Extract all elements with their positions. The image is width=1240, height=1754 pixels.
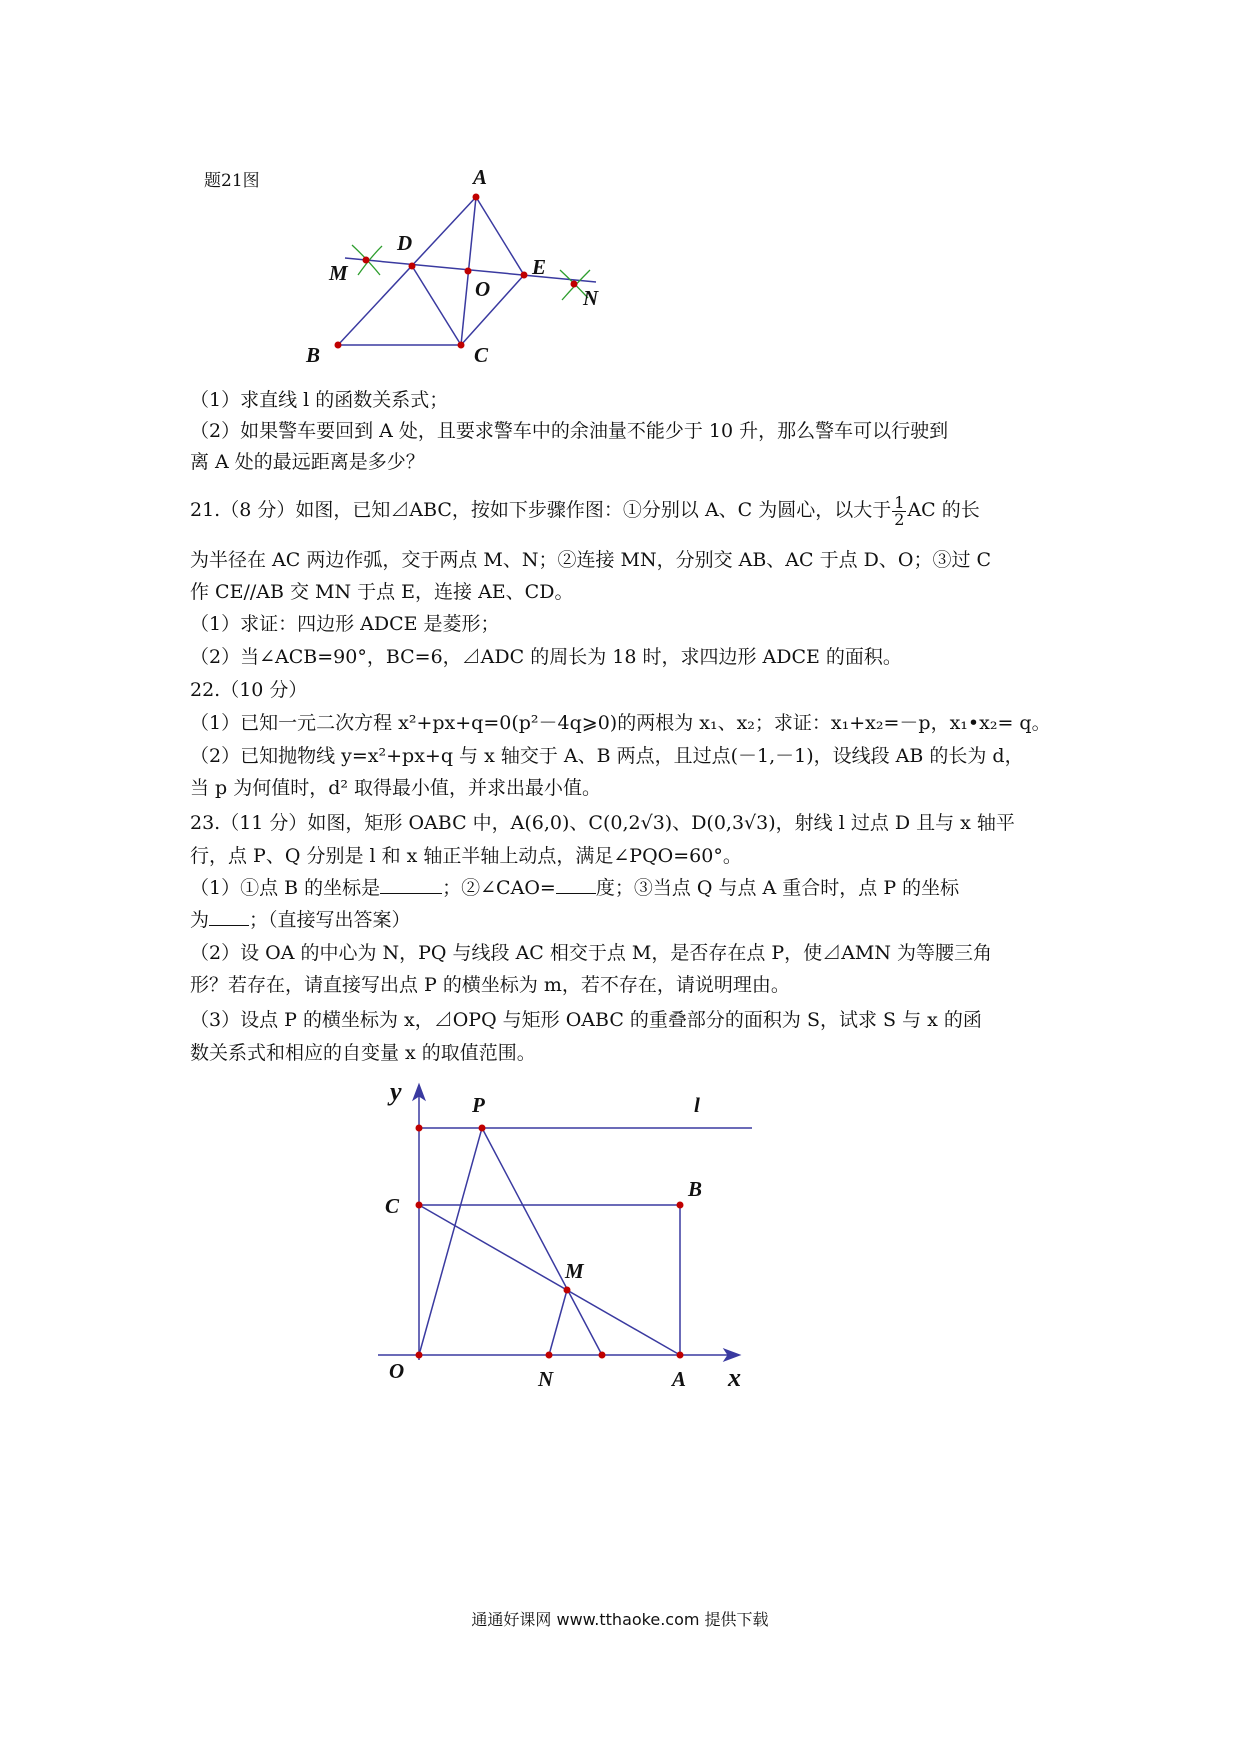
fig23-label-m: M — [565, 1259, 584, 1283]
q22-part2-line2: 当 p 为何值时，d² 取得最小值，并求出最小值。 — [190, 777, 602, 799]
fig23-label-b: B — [688, 1177, 703, 1201]
fig23-label-y: y — [390, 1077, 402, 1106]
q23-part1-line1 — [190, 872, 1070, 904]
q20-part2-line2: 离 A 处的最远距离是多少？ — [190, 451, 425, 473]
q21-part1: （1）求证：四边形 ADCE 是菱形； — [190, 613, 500, 635]
q22-part2-line1: （2）已知抛物线 y=x²+px+q 与 x 轴交于 A、B 两点，且过点(－1,－1)，设线段 AB 的长为 d， — [190, 745, 1024, 767]
fig21-point-e — [521, 272, 528, 279]
fig23-point-q — [599, 1352, 606, 1359]
fig23-label-p: P — [472, 1093, 485, 1117]
fig21-label-n: N — [583, 286, 599, 310]
fig21-point-m — [363, 257, 370, 264]
fig23-point-n — [546, 1352, 553, 1359]
fig21-point-a — [473, 194, 480, 201]
segment-pq — [482, 1128, 602, 1355]
segment-ca — [419, 1205, 680, 1355]
fig23-label-o: O — [389, 1359, 405, 1383]
fig23-label-a: A — [672, 1367, 687, 1391]
fig21-label-b: B — [306, 343, 321, 367]
q23-part1-text-b: ；②∠CAO= — [442, 877, 556, 899]
fraction-one-half — [892, 492, 906, 529]
fig21-point-d — [409, 263, 416, 270]
page-footer: 通通好课网 www.tthaoke.com 提供下载 — [471, 1610, 769, 1629]
q22-part1: （1）已知一元二次方程 x²+px+q=0(p²－4q⩾0)的两根为 x₁、x₂；求证：x₁+x₂=－p，x₁•x₂= q。 — [190, 712, 1051, 734]
fig23-point-c — [416, 1202, 423, 1209]
q23-part1-line2 — [190, 904, 1070, 936]
fig21-label-a: A — [473, 165, 488, 189]
fig23-point-p — [479, 1125, 486, 1132]
q22-heading: 22.（10 分） — [190, 679, 308, 701]
q21-line1 — [190, 494, 1070, 528]
q21-line3: 作 CE//AB 交 MN 于点 E，连接 AE、CD。 — [190, 581, 574, 603]
q23-part1-text-d: 为 — [190, 909, 210, 931]
fig21-point-b — [335, 342, 342, 349]
answer-blank-p — [209, 907, 249, 926]
fraction-numerator: 1 — [894, 492, 905, 512]
segment-op — [419, 1128, 482, 1355]
q20-part1: （1）求直线 l 的函数关系式； — [190, 389, 449, 411]
fig23-point-m — [564, 1287, 571, 1294]
fig21-point-o — [465, 268, 472, 275]
fig21-side-ce — [461, 275, 524, 345]
q21-part2: （2）当∠ACB=90°，BC=6，⊿ADC 的周长为 18 时，求四边形 ADCE 的面积。 — [190, 646, 902, 668]
fig21-label-c: C — [474, 343, 489, 367]
q23-part2-line1: （2）设 OA 的中心为 N，PQ 与线段 AC 相交于点 M，是否存在点 P，使⊿AMN 为等腰三角 — [190, 942, 993, 964]
fraction-denominator: 2 — [894, 509, 905, 529]
fig23-point-o — [416, 1352, 423, 1359]
fig21-label-d: D — [397, 231, 413, 255]
fig21-label-m: M — [329, 261, 348, 285]
fig23-point-b — [677, 1202, 684, 1209]
q20-part2-line1: （2）如果警车要回到 A 处，且要求警车中的余油量不能少于 10 升，那么警车可以行驶到 — [190, 420, 949, 442]
q23-part1-text-a: （1）①点 B 的坐标是 — [190, 877, 381, 899]
fig21-point-n — [571, 281, 578, 288]
fig21-side-ab — [338, 197, 476, 345]
fig21-side-cd — [412, 266, 461, 345]
q21-line1-tail: AC 的长 — [907, 499, 980, 521]
q21-line1-text: 21.（8 分）如图，已知⊿ABC，按如下步骤作图：①分别以 A、C 为圆心，以大于 — [190, 499, 892, 521]
fig23-point-a — [677, 1352, 684, 1359]
fig23-point-d — [416, 1125, 423, 1132]
q23-part1-text-e: ；（直接写出答案） — [249, 909, 411, 931]
fig23-label-l: l — [694, 1093, 700, 1117]
fig21-point-c — [458, 342, 465, 349]
segment-nm — [549, 1290, 567, 1355]
fig21-diagram — [300, 160, 620, 370]
fig21-caption: 题21图 — [204, 171, 260, 191]
fig23-diagram — [370, 1070, 760, 1400]
q23-part3-line2: 数关系式和相应的自变量 x 的取值范围。 — [190, 1042, 536, 1064]
q23-line2: 行，点 P、Q 分别是 l 和 x 轴正半轴上动点，满足∠PQO=60°。 — [190, 845, 742, 867]
fig21-label-e: E — [532, 255, 547, 279]
q23-line1: 23.（11 分）如图，矩形 OABC 中，A(6,0)、C(0,2√3)、D(0,3√3)，射线 l 过点 D 且与 x 轴平 — [190, 812, 1015, 834]
answer-blank-cao — [556, 875, 596, 894]
fig23-label-c: C — [385, 1194, 400, 1218]
q21-line2: 为半径在 AC 两边作弧，交于两点 M、N；②连接 MN，分别交 AB、AC 于点 D、O；③过 C — [190, 549, 992, 571]
fig23-label-x: x — [728, 1363, 741, 1392]
q23-part2-line2: 形？若存在，请直接写出点 P 的横坐标为 m，若不存在，请说明理由。 — [190, 974, 790, 996]
q23-part1-text-c: 度；③当点 Q 与点 A 重合时，点 P 的坐标 — [595, 877, 960, 899]
answer-blank-b — [380, 875, 442, 894]
fig21-side-ae — [476, 197, 524, 275]
fig21-label-o: O — [475, 277, 491, 301]
q23-part3-line1: （3）设点 P 的横坐标为 x，⊿OPQ 与矩形 OABC 的重叠部分的面积为 S，试求 S 与 x 的函 — [190, 1009, 982, 1031]
fig23-label-n: N — [538, 1367, 554, 1391]
